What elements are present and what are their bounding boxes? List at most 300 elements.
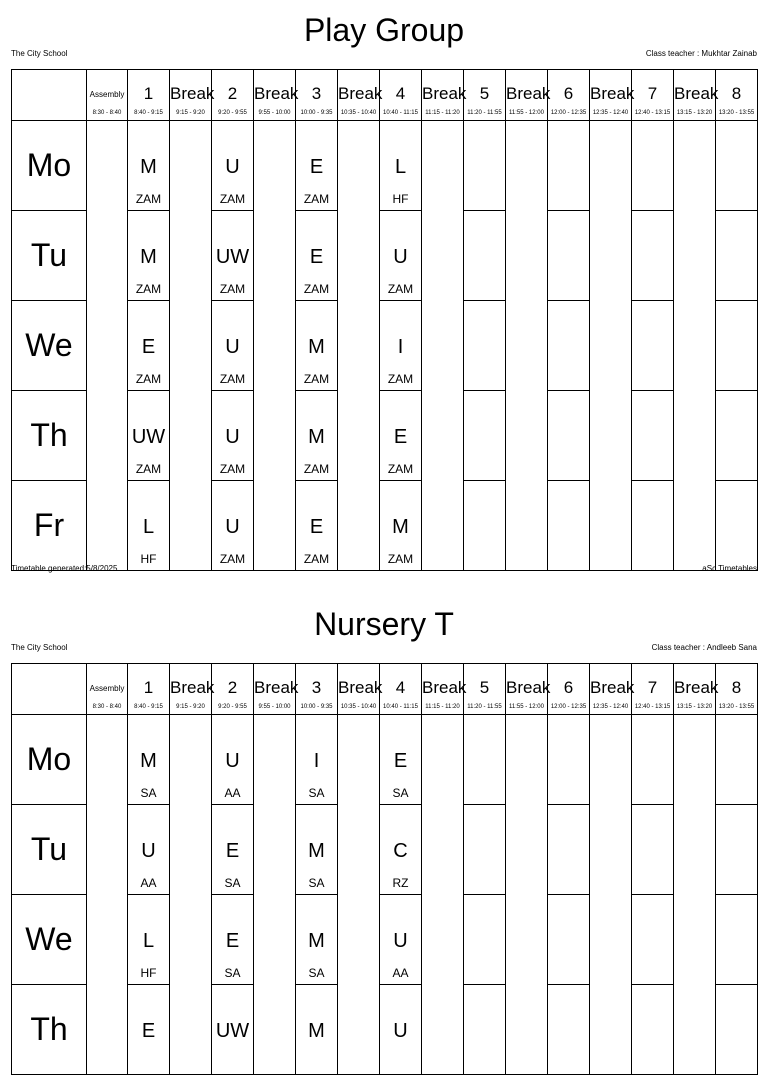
- column-header: [548, 70, 590, 121]
- break-cell: [590, 211, 632, 301]
- break-cell: [674, 715, 716, 805]
- column-time: 9:20 - 9:55: [218, 704, 247, 710]
- break-cell: [422, 301, 464, 391]
- assembly-cell: [87, 481, 128, 571]
- lesson-subject: E: [225, 930, 240, 952]
- column-time: 9:20 - 9:55: [218, 110, 247, 116]
- column-label: 7: [647, 678, 658, 697]
- column-header: [212, 664, 254, 715]
- lesson-teacher: AA: [224, 786, 241, 800]
- column-label: Break: [170, 678, 215, 697]
- break-cell: [338, 211, 380, 301]
- lesson-cell: [296, 895, 338, 985]
- break-cell: [254, 301, 296, 391]
- empty-cell: [464, 715, 506, 805]
- lesson-teacher: SA: [392, 786, 409, 800]
- break-cell: [506, 391, 548, 481]
- column-label: Break: [338, 84, 383, 103]
- column-header: [128, 664, 170, 715]
- break-cell: [254, 895, 296, 985]
- lesson-teacher: SA: [308, 966, 325, 980]
- lesson-cell: [212, 895, 254, 985]
- lesson-teacher: SA: [224, 876, 241, 890]
- footer-generated: Timetable generated:5/8/2025: [11, 564, 118, 573]
- column-header: [338, 70, 383, 121]
- column-time: 8:30 - 8:40: [92, 704, 122, 710]
- break-cell: [422, 805, 464, 895]
- lesson-subject: U: [141, 840, 156, 862]
- lesson-teacher: ZAM: [219, 552, 246, 566]
- timetable-grid: [11, 663, 758, 1075]
- break-cell: [170, 985, 212, 1075]
- break-cell: [422, 121, 464, 211]
- lesson-subject: U: [225, 336, 240, 358]
- column-time: 13:20 - 13:55: [718, 704, 755, 710]
- empty-cell: [716, 391, 758, 481]
- lesson-subject: E: [225, 840, 240, 862]
- empty-cell: [632, 211, 674, 301]
- assembly-cell: [87, 805, 128, 895]
- break-cell: [506, 895, 548, 985]
- break-cell: [254, 121, 296, 211]
- assembly-cell: [87, 211, 128, 301]
- column-time: 11:55 - 12:00: [509, 110, 544, 116]
- empty-cell: [464, 805, 506, 895]
- break-cell: [338, 805, 380, 895]
- break-cell: [422, 481, 464, 571]
- break-cell: [422, 985, 464, 1075]
- lesson-teacher: SA: [140, 786, 157, 800]
- column-time: 13:15 - 13:20: [676, 704, 713, 710]
- lesson-cell: [296, 985, 338, 1075]
- lesson-cell: [380, 211, 422, 301]
- column-header: [590, 70, 635, 121]
- column-header: [170, 664, 215, 715]
- column-label: 4: [395, 84, 406, 103]
- day-row: [12, 481, 758, 571]
- lesson-cell: [380, 805, 422, 895]
- column-header: [87, 664, 128, 715]
- empty-cell: [548, 895, 590, 985]
- break-cell: [170, 715, 212, 805]
- break-cell: [506, 985, 548, 1075]
- column-label: 4: [395, 678, 406, 697]
- break-cell: [254, 391, 296, 481]
- empty-cell: [548, 121, 590, 211]
- day-row: [12, 985, 758, 1075]
- column-time: 12:35 - 12:40: [592, 704, 629, 710]
- lesson-cell: [128, 211, 170, 301]
- lesson-subject: UW: [131, 426, 166, 448]
- break-cell: [506, 481, 548, 571]
- break-cell: [674, 211, 716, 301]
- column-label: 6: [563, 84, 574, 103]
- lesson-teacher: HF: [140, 552, 157, 566]
- column-label: 2: [227, 84, 238, 103]
- day-label: Tu: [12, 211, 87, 301]
- column-header: [380, 664, 422, 715]
- column-time: 12:35 - 12:40: [592, 110, 629, 116]
- lesson-subject: U: [393, 1020, 408, 1042]
- empty-cell: [632, 895, 674, 985]
- column-time: 10:40 - 11:15: [383, 110, 418, 116]
- column-time: 11:20 - 11:55: [467, 704, 502, 710]
- lesson-subject: U: [393, 246, 408, 268]
- lesson-subject: E: [309, 246, 324, 268]
- lesson-cell: [380, 985, 422, 1075]
- break-cell: [170, 805, 212, 895]
- timetable-title: Nursery T: [314, 606, 454, 642]
- empty-cell: [632, 301, 674, 391]
- lesson-subject: M: [308, 426, 325, 448]
- break-cell: [590, 715, 632, 805]
- lesson-subject: M: [308, 336, 325, 358]
- lesson-teacher: ZAM: [387, 462, 414, 476]
- assembly-cell: [87, 715, 128, 805]
- lesson-cell: [212, 481, 254, 571]
- empty-cell: [632, 715, 674, 805]
- empty-cell: [716, 481, 758, 571]
- day-label: Mo: [12, 121, 87, 211]
- column-label: Break: [506, 678, 551, 697]
- break-cell: [422, 895, 464, 985]
- empty-cell: [464, 391, 506, 481]
- lesson-subject: M: [308, 840, 325, 862]
- lesson-cell: [212, 121, 254, 211]
- break-cell: [674, 985, 716, 1075]
- day-row: [12, 391, 758, 481]
- column-label: Break: [254, 678, 299, 697]
- break-cell: [170, 301, 212, 391]
- column-header: [716, 664, 758, 715]
- break-cell: [254, 211, 296, 301]
- day-row: [12, 895, 758, 985]
- lesson-cell: [380, 481, 422, 571]
- lesson-subject: U: [393, 930, 408, 952]
- empty-cell: [716, 985, 758, 1075]
- break-cell: [422, 715, 464, 805]
- column-header: [212, 70, 254, 121]
- lesson-cell: [380, 715, 422, 805]
- column-header: [338, 664, 383, 715]
- column-time: 12:40 - 13:15: [634, 704, 671, 710]
- break-cell: [506, 211, 548, 301]
- lesson-subject: E: [309, 156, 324, 178]
- lesson-teacher: HF: [392, 192, 409, 206]
- lesson-subject: E: [393, 426, 408, 448]
- column-label: 1: [143, 678, 154, 697]
- column-label: 8: [731, 84, 742, 103]
- lesson-cell: [380, 895, 422, 985]
- day-row: [12, 121, 758, 211]
- column-header: [632, 70, 674, 121]
- lesson-subject: M: [392, 516, 409, 538]
- column-header: [506, 664, 551, 715]
- column-label: 3: [311, 84, 322, 103]
- break-cell: [338, 481, 380, 571]
- break-cell: [170, 391, 212, 481]
- column-time: 8:40 - 9:15: [134, 110, 163, 116]
- lesson-subject: E: [141, 336, 156, 358]
- corner-cell: [12, 664, 87, 715]
- column-time: 8:40 - 9:15: [134, 704, 163, 710]
- lesson-cell: [212, 985, 254, 1075]
- timetable-nursery-t: [0, 604, 768, 1047]
- column-header: [506, 70, 551, 121]
- lesson-subject: L: [142, 516, 155, 538]
- empty-cell: [716, 211, 758, 301]
- column-time: 11:55 - 12:00: [509, 704, 544, 710]
- column-label: Break: [674, 84, 719, 103]
- column-label: 6: [563, 678, 574, 697]
- column-time: 10:35 - 10:40: [340, 110, 377, 116]
- lesson-subject: M: [308, 930, 325, 952]
- column-time: 9:55 - 10:00: [258, 704, 291, 710]
- lesson-teacher: ZAM: [303, 192, 330, 206]
- lesson-subject: E: [393, 750, 408, 772]
- lesson-subject: U: [225, 426, 240, 448]
- empty-cell: [548, 715, 590, 805]
- lesson-teacher: RZ: [392, 876, 409, 890]
- empty-cell: [464, 895, 506, 985]
- empty-cell: [632, 481, 674, 571]
- lesson-teacher: HF: [140, 966, 157, 980]
- column-label: 8: [731, 678, 742, 697]
- column-time: 10:40 - 11:15: [383, 704, 418, 710]
- column-label: Break: [506, 84, 551, 103]
- break-cell: [590, 121, 632, 211]
- lesson-subject: L: [394, 156, 407, 178]
- class-teacher: Class teacher : Andleeb Sana: [651, 643, 757, 652]
- column-label: Assembly: [89, 90, 125, 99]
- column-time: 12:00 - 12:35: [550, 704, 587, 710]
- column-label: 2: [227, 678, 238, 697]
- break-cell: [338, 391, 380, 481]
- lesson-cell: [128, 121, 170, 211]
- lesson-subject: U: [225, 156, 240, 178]
- column-time: 13:20 - 13:55: [718, 110, 755, 116]
- break-cell: [590, 805, 632, 895]
- lesson-subject: I: [397, 336, 404, 358]
- empty-cell: [716, 715, 758, 805]
- empty-cell: [632, 805, 674, 895]
- school-name: The City School: [11, 643, 68, 652]
- lesson-cell: [128, 715, 170, 805]
- column-time: 10:35 - 10:40: [340, 704, 377, 710]
- lesson-cell: [296, 715, 338, 805]
- break-cell: [674, 301, 716, 391]
- lesson-teacher: ZAM: [219, 372, 246, 386]
- assembly-cell: [87, 895, 128, 985]
- break-cell: [590, 985, 632, 1075]
- column-time: 12:00 - 12:35: [550, 110, 587, 116]
- empty-cell: [716, 895, 758, 985]
- lesson-subject: UW: [215, 246, 250, 268]
- lesson-teacher: ZAM: [303, 462, 330, 476]
- assembly-cell: [87, 121, 128, 211]
- lesson-subject: M: [140, 246, 157, 268]
- lesson-teacher: ZAM: [219, 462, 246, 476]
- column-header: [422, 664, 467, 715]
- column-header: [422, 70, 467, 121]
- empty-cell: [632, 391, 674, 481]
- column-time: 11:20 - 11:55: [467, 110, 502, 116]
- lesson-cell: [296, 211, 338, 301]
- break-cell: [170, 121, 212, 211]
- column-header: [296, 70, 338, 121]
- break-cell: [590, 301, 632, 391]
- break-cell: [338, 301, 380, 391]
- column-label: Break: [170, 84, 215, 103]
- column-header: [590, 664, 635, 715]
- lesson-subject: M: [140, 750, 157, 772]
- column-header: [716, 70, 758, 121]
- column-time: 11:15 - 11:20: [425, 110, 460, 116]
- empty-cell: [464, 121, 506, 211]
- column-header: [674, 664, 719, 715]
- lesson-teacher: ZAM: [135, 282, 162, 296]
- empty-cell: [632, 121, 674, 211]
- assembly-cell: [87, 985, 128, 1075]
- column-time: 10:00 - 9:35: [300, 110, 333, 116]
- lesson-subject: L: [142, 930, 155, 952]
- break-cell: [338, 121, 380, 211]
- column-label: Break: [254, 84, 299, 103]
- lesson-teacher: AA: [140, 876, 157, 890]
- lesson-teacher: ZAM: [303, 372, 330, 386]
- break-cell: [422, 211, 464, 301]
- class-teacher: Class teacher : Mukhtar Zainab: [645, 49, 757, 58]
- lesson-cell: [212, 301, 254, 391]
- column-header: [170, 70, 215, 121]
- break-cell: [254, 481, 296, 571]
- empty-cell: [548, 805, 590, 895]
- lesson-cell: [296, 121, 338, 211]
- break-cell: [674, 895, 716, 985]
- day-label: Fr: [12, 481, 87, 571]
- lesson-cell: [128, 805, 170, 895]
- day-label: We: [12, 301, 87, 391]
- break-cell: [338, 895, 380, 985]
- column-time: 9:15 - 9:20: [176, 704, 205, 710]
- lesson-cell: [212, 211, 254, 301]
- lesson-teacher: ZAM: [303, 552, 330, 566]
- lesson-subject: E: [141, 1020, 156, 1042]
- break-cell: [422, 391, 464, 481]
- break-cell: [674, 121, 716, 211]
- lesson-teacher: SA: [308, 876, 325, 890]
- column-header: [464, 664, 506, 715]
- lesson-teacher: ZAM: [135, 192, 162, 206]
- column-label: Break: [422, 84, 467, 103]
- day-row: [12, 301, 758, 391]
- empty-cell: [548, 211, 590, 301]
- column-header: [380, 70, 422, 121]
- column-label: Break: [674, 678, 719, 697]
- column-time: 9:55 - 10:00: [258, 110, 291, 116]
- break-cell: [254, 715, 296, 805]
- lesson-cell: [212, 715, 254, 805]
- column-header: [548, 664, 590, 715]
- break-cell: [254, 805, 296, 895]
- empty-cell: [548, 481, 590, 571]
- empty-cell: [548, 391, 590, 481]
- timetable-title: Play Group: [303, 12, 465, 48]
- column-time: 9:15 - 9:20: [176, 110, 205, 116]
- break-cell: [506, 301, 548, 391]
- break-cell: [170, 481, 212, 571]
- day-row: [12, 715, 758, 805]
- break-cell: [674, 805, 716, 895]
- break-cell: [674, 391, 716, 481]
- empty-cell: [716, 121, 758, 211]
- empty-cell: [464, 211, 506, 301]
- timetable-play-group: [0, 10, 768, 580]
- header-row: [12, 70, 758, 121]
- break-cell: [170, 895, 212, 985]
- lesson-cell: [296, 301, 338, 391]
- lesson-cell: [296, 805, 338, 895]
- lesson-subject: U: [225, 750, 240, 772]
- empty-cell: [716, 301, 758, 391]
- column-time: 11:15 - 11:20: [425, 704, 460, 710]
- day-label: Th: [12, 391, 87, 481]
- empty-cell: [464, 301, 506, 391]
- column-time: 12:40 - 13:15: [634, 110, 671, 116]
- lesson-cell: [380, 301, 422, 391]
- break-cell: [506, 715, 548, 805]
- lesson-cell: [128, 985, 170, 1075]
- lesson-subject: U: [225, 516, 240, 538]
- break-cell: [674, 481, 716, 571]
- lesson-subject: C: [393, 840, 408, 862]
- day-label: Tu: [12, 805, 87, 895]
- column-label: Break: [590, 678, 635, 697]
- column-label: 5: [479, 84, 490, 103]
- column-label: 7: [647, 84, 658, 103]
- lesson-cell: [212, 805, 254, 895]
- lesson-cell: [128, 301, 170, 391]
- lesson-subject: UW: [215, 1020, 250, 1042]
- lesson-subject: E: [309, 516, 324, 538]
- break-cell: [506, 121, 548, 211]
- break-cell: [590, 391, 632, 481]
- column-time: 10:00 - 9:35: [300, 704, 333, 710]
- break-cell: [170, 211, 212, 301]
- corner-cell: [12, 70, 87, 121]
- break-cell: [590, 481, 632, 571]
- lesson-teacher: AA: [392, 966, 409, 980]
- column-label: 1: [143, 84, 154, 103]
- break-cell: [590, 895, 632, 985]
- lesson-cell: [128, 481, 170, 571]
- column-header: [128, 70, 170, 121]
- break-cell: [338, 715, 380, 805]
- lesson-cell: [380, 121, 422, 211]
- lesson-teacher: ZAM: [387, 282, 414, 296]
- break-cell: [338, 985, 380, 1075]
- day-label: Mo: [12, 715, 87, 805]
- lesson-teacher: SA: [308, 786, 325, 800]
- column-header: [296, 664, 338, 715]
- break-cell: [254, 985, 296, 1075]
- empty-cell: [464, 985, 506, 1075]
- lesson-cell: [296, 391, 338, 481]
- lesson-teacher: ZAM: [135, 462, 162, 476]
- lesson-teacher: ZAM: [219, 192, 246, 206]
- lesson-cell: [296, 481, 338, 571]
- lesson-teacher: SA: [224, 966, 241, 980]
